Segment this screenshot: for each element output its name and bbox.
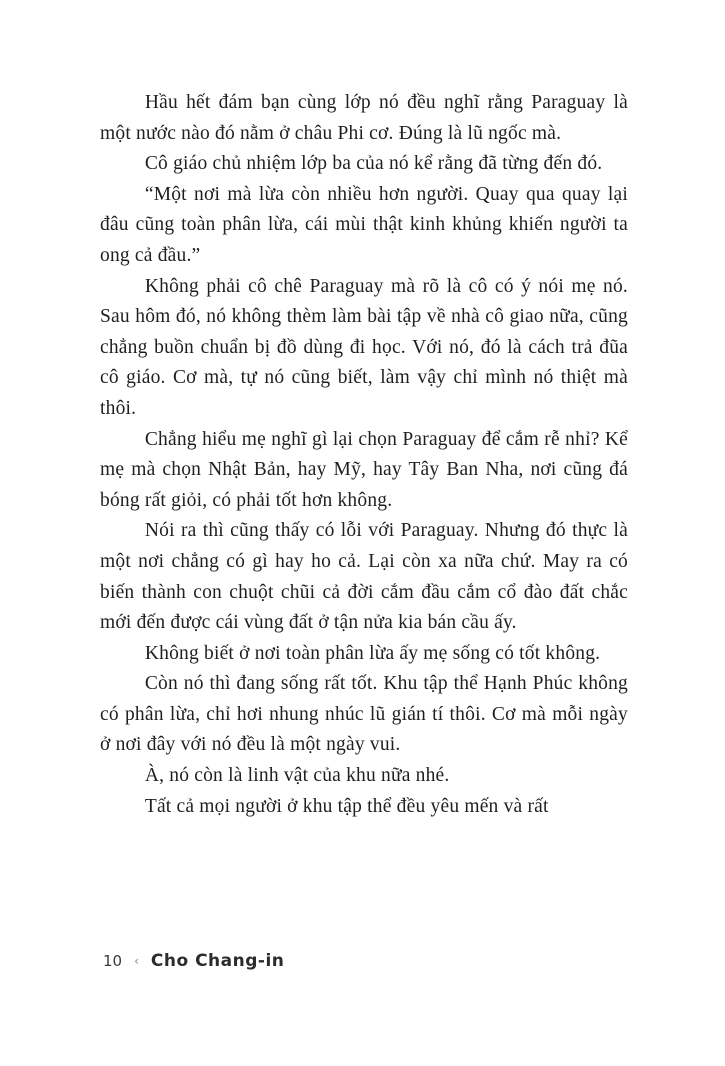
paragraph: Nói ra thì cũng thấy có lỗi với Paraguay. Nhưng đó thực là một nơi chẳng có gì hay ho cả. Lại còn xa nữa chứ. May ra có biến thành con chuột chũi cả đời cắm đầu cắm cổ đào đất chắc mới đến được cái vùng đất ở tận nửa kia bán cầu ấy. <box>100 520 628 634</box>
paragraph: “Một nơi mà lừa còn nhiều hơn người. Quay qua quay lại đâu cũng toàn phân lừa, cái mùi thật kinh khủng khiến người ta ong cả đầu.” <box>100 183 628 266</box>
body-text <box>100 88 628 822</box>
paragraph: Hầu hết đám bạn cùng lớp nó đều nghĩ rằng Paraguay là một nước nào đó nằm ở châu Phi cơ. Đúng là lũ ngốc mà. <box>100 92 628 144</box>
author-name: Cho Chang-in <box>150 951 285 971</box>
paragraph: Không biết ở nơi toàn phân lừa ấy mẹ sống có tốt không. <box>144 642 601 664</box>
paragraph: Cô giáo chủ nhiệm lớp ba của nó kể rằng đã từng đến đó. <box>144 153 603 175</box>
paragraph: Chẳng hiểu mẹ nghĩ gì lại chọn Paraguay để cắm rễ nhỉ? Kể mẹ mà chọn Nhật Bản, hay Mỹ, hay Tây Ban Nha, nơi cũng đá bóng rất giỏi, có phải tốt hơn không. <box>100 428 628 511</box>
paragraph: Không phải cô chê Paraguay mà rõ là cô có ý nói mẹ nó. Sau hôm đó, nó không thèm làm bài tập về nhà cô giao nữa, cũng chẳng buồn chuẩn bị đồ dùng đi học. Với nó, đó là cách trả đũa cô giáo. Cơ mà, tự nó cũng biết, làm vậy chỉ mình nó thiệt mà thôi. <box>100 275 628 419</box>
paragraph: Còn nó thì đang sống rất tốt. Khu tập thể Hạnh Phúc không có phân lừa, chỉ hơi nhung nhúc lũ gián tí thôi. Cơ mà mỗi ngày ở nơi đây với nó đều là một ngày vui. <box>100 673 628 756</box>
paragraph: Tất cả mọi người ở khu tập thể đều yêu mến và rất <box>144 795 549 817</box>
paragraph: À, nó còn là linh vật của khu nữa nhé. <box>144 765 450 787</box>
page-footer <box>103 951 284 971</box>
page-number: 10 <box>103 952 123 970</box>
footer-separator-icon: ‹ <box>134 954 139 968</box>
